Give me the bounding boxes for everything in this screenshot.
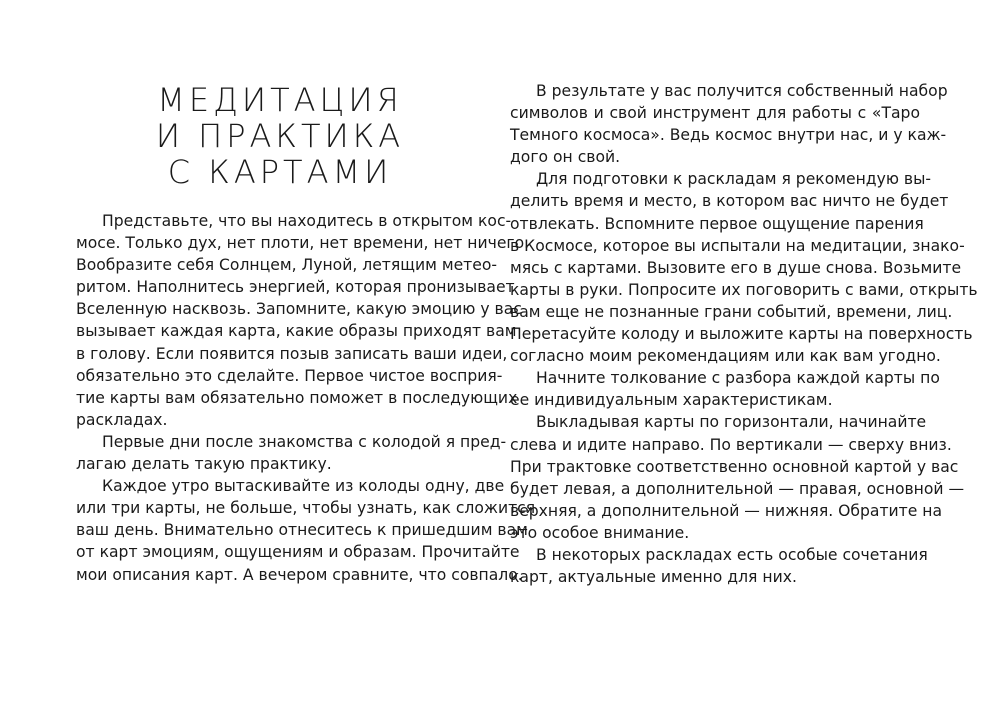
text-line: ее индивидуальным характеристикам.	[510, 391, 833, 410]
text-line: вызывает каждая карта, какие образы приходят вам	[76, 322, 517, 341]
text-line: ваш день. Внимательно отнеситесь к пришедшим вам	[76, 521, 528, 540]
text-line: Первые дни после знакомства с колодой я пред-	[102, 432, 507, 451]
text-line: ритом. Наполнитесь энергией, которая пронизывает	[76, 278, 515, 297]
text-line: верхняя, а дополнительной — нижняя. Обратите на	[510, 501, 943, 520]
text-line: При трактовке соответственно основной картой у вас	[510, 457, 959, 476]
text-line: тие карты вам обязательно поможет в последующих	[76, 388, 518, 407]
text-line: слева и идите направо. По вертикали — сверху вниз.	[510, 435, 952, 454]
text-line: лагаю делать такую практику.	[76, 455, 332, 474]
text-line: в Космосе, которое вы испытали на медитации, знако-	[510, 236, 965, 255]
text-line: Перетасуйте колоду и выложите карты на поверхность	[510, 325, 973, 344]
chapter-title-line-2: И ПРАКТИКА	[155, 117, 405, 155]
text-line: в голову. Если появится позыв записать ваши идеи,	[76, 344, 508, 363]
text-line: карты в руки. Попросите их поговорить с вами, открыть	[510, 280, 978, 299]
text-line: В результате у вас получится собственный набор	[536, 82, 948, 100]
text-line: мосе. Только дух, нет плоти, нет времени, нет ничего.	[76, 234, 530, 253]
chapter-title-line-3: С КАРТАМИ	[167, 153, 393, 191]
text-line: обязательно это сделайте. Первое чистое восприя-	[76, 366, 503, 385]
right-text-column	[510, 80, 978, 588]
text-line: Вообразите себя Солнцем, Луной, летящим метео-	[76, 256, 498, 275]
text-line: вам еще не познанные грани событий, времени, лиц.	[510, 302, 953, 321]
text-line: Представьте, что вы находитесь в открытом кос-	[102, 212, 512, 230]
text-line: Начните толкование с разбора каждой карты по	[536, 369, 940, 388]
text-line: делить время и место, в котором вас ничто не будет	[510, 192, 949, 211]
text-line: Вселенную насквозь. Запомните, какую эмоцию у вас	[76, 300, 522, 319]
text-line: будет левая, а дополнительной — правая, основной —	[510, 479, 965, 498]
text-line: символов и свой инструмент для работы с «Таро	[510, 104, 920, 123]
text-line: Каждое утро вытаскивайте из колоды одну, две	[102, 477, 505, 496]
text-line: согласно моим рекомендациям или как вам угодно.	[510, 347, 941, 366]
text-line: раскладах.	[76, 410, 168, 429]
chapter-title-line-1: МЕДИТАЦИЯ	[157, 81, 403, 119]
text-line: Темного космоса». Ведь космос внутри нас, и у каж-	[510, 126, 947, 145]
text-line: это особое внимание.	[510, 523, 690, 542]
text-line: отвлекать. Вспомните первое ощущение парения	[510, 214, 924, 233]
text-line: Для подготовки к раскладам я рекомендую вы-	[536, 170, 932, 189]
left-text-column	[76, 210, 536, 586]
chapter-title	[78, 82, 482, 190]
text-line: мои описания карт. А вечером сравните, что совпало.	[76, 565, 523, 584]
text-line: В некоторых раскладах есть особые сочетания	[536, 545, 928, 564]
text-line: мясь с картами. Вызовите его в душе снова. Возьмите	[510, 258, 962, 277]
text-line: или три карты, не больше, чтобы узнать, как сложится	[76, 499, 536, 518]
text-line: карт, актуальные именно для них.	[510, 568, 797, 587]
text-line: от карт эмоциям, ощущениям и образам. Прочитайте	[76, 543, 520, 562]
text-line: Выкладывая карты по горизонтали, начинайте	[536, 413, 927, 432]
text-line: дого он свой.	[510, 148, 621, 167]
